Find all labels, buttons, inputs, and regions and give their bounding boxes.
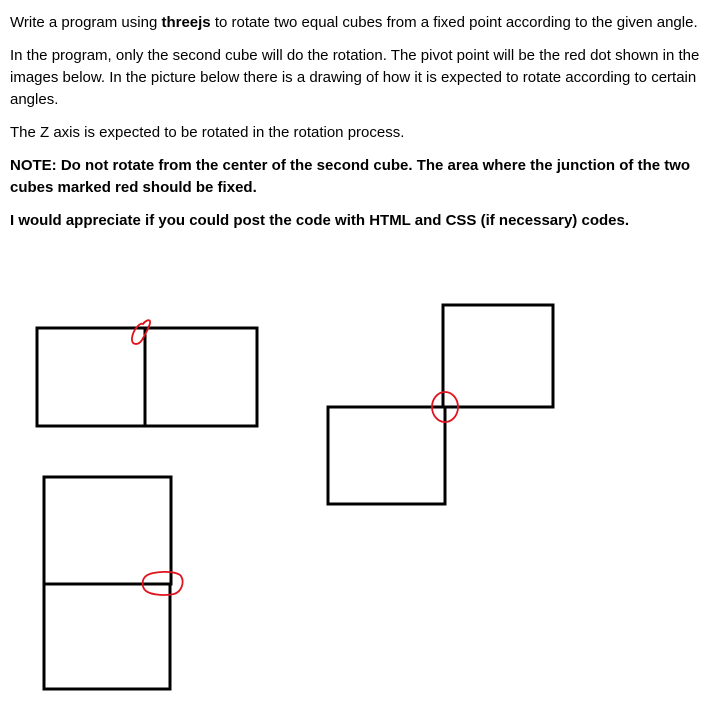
cube-first (37, 328, 145, 426)
cube-first (44, 584, 170, 689)
cube-second (145, 328, 257, 426)
cube-second (443, 305, 553, 407)
threejs-keyword: threejs (161, 14, 211, 31)
intro-text-start: Write a program using (10, 14, 162, 31)
paragraph-request: I would appreciate if you could post the code with HTML and CSS (if necessary) codes. (10, 212, 629, 229)
paragraph-z-axis: The Z axis is expected to be rotated in the rotation process. (10, 124, 405, 141)
figure-stacked (44, 477, 171, 689)
figure-side-by-side (37, 328, 257, 426)
figure-diagonal (328, 305, 553, 504)
intro-text-end: to rotate two equal cubes from a fixed point according to the given angle. (210, 14, 698, 31)
paragraph-note: NOTE: Do not rotate from the center of the second cube. The area where the junction of the two cubes marked red should be fixed. (10, 157, 691, 196)
paragraph-pivot-description: In the program, only the second cube will do the rotation. The pivot point will be the red dot shown in the images below. In the picture below there is a drawing of how it is expected to rotate according to certain angles. (10, 47, 700, 108)
cube-second (44, 477, 171, 584)
pivot-marker (132, 320, 150, 344)
cube-first (328, 407, 445, 504)
